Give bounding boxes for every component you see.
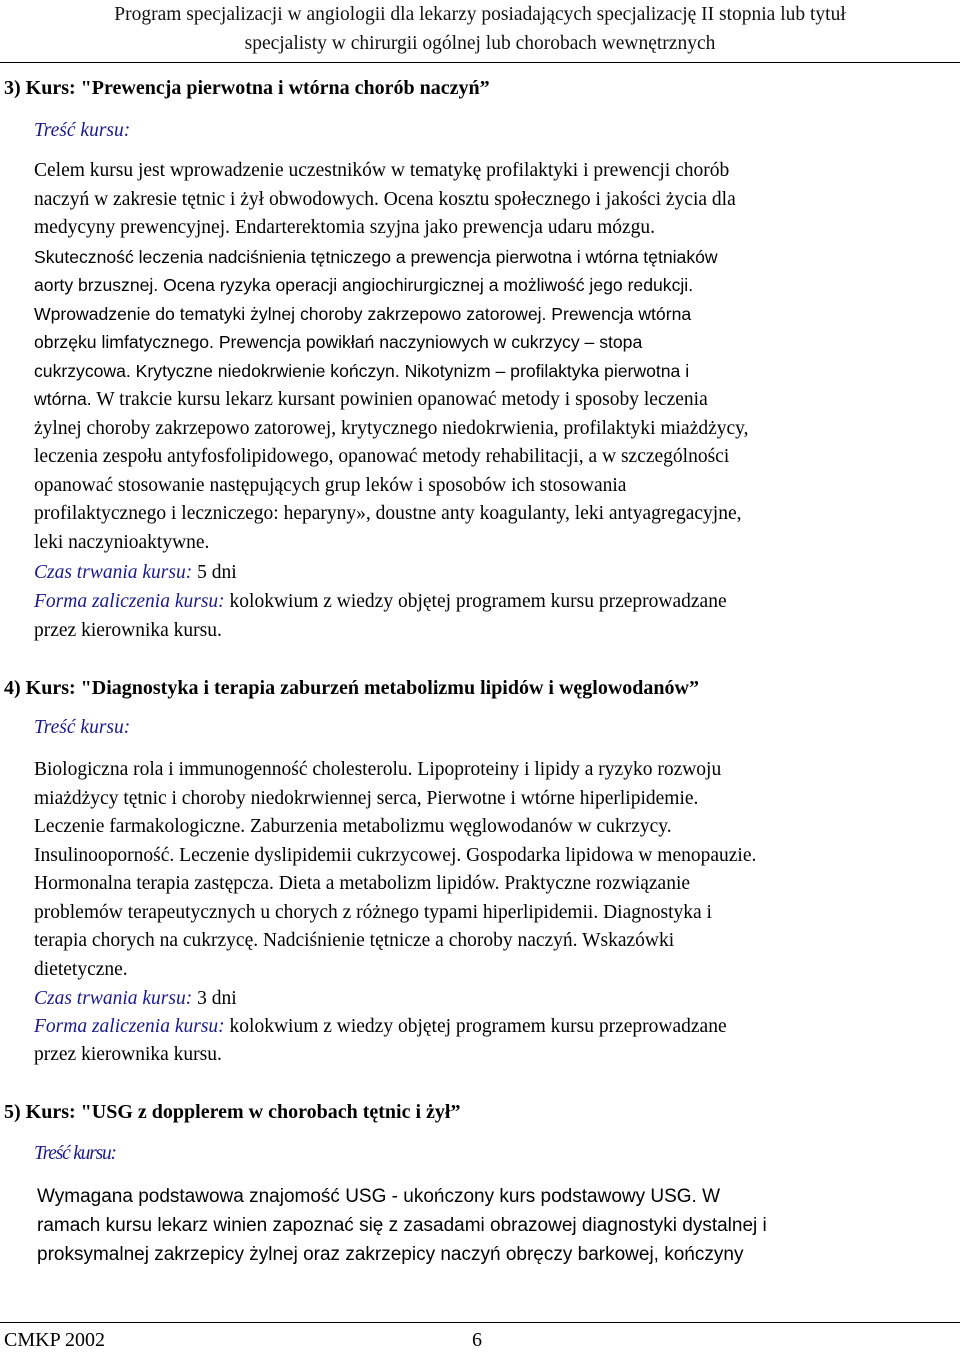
course-4-duration: [34, 985, 237, 1013]
course-3-line: medycyny prewencyjnej. Endarterektomia szyjna jako prewencja udaru mózgu.: [34, 217, 656, 238]
completion-label: Forma zaliczenia kursu:: [34, 1016, 225, 1037]
course-4-line: miażdżycy tętnic i choroby niedokrwiennej serca, Pierwotne i wtórne hiperlipidemie.: [34, 787, 699, 809]
footer-divider: [0, 1322, 960, 1323]
course-5-line: proksymalnej zakrzepicy żylnej oraz zakrzepicy naczyń obręczy barkowej, kończyny: [37, 1244, 744, 1265]
header-line-2: specjalisty w chirurgii ogólnej lub chorobach wewnętrznych: [244, 33, 716, 54]
completion-value: kolokwium z wiedzy objętej programem kursu przeprowadzane: [224, 1016, 727, 1037]
course-5-description: [37, 1182, 937, 1269]
course-3-line: żylnej choroby zakrzepowo zatorowej, krytycznego niedokrwienia, profilaktyki miażdżycy,: [34, 417, 749, 439]
course-4-line: problemów terapeutycznych u chorych z różnego typami hiperlipidemii. Diagnostyka i: [34, 901, 712, 923]
course-5-line: ramach kursu lekarz winien zapoznać się z zasadami obrazowej diagnostyki dystalnej i: [37, 1215, 767, 1236]
course-3-line: aorty brzusznej. Ocena ryzyka operacji angiochirurgicznej a możliwość jego redukcji.: [34, 275, 694, 295]
course-3-line-part: wtórna.: [34, 389, 92, 409]
course-4-line: Leczenie farmakologiczne. Zaburzenia metabolizmu węglowodanów w cukrzycy.: [34, 816, 672, 837]
course-4-description: [34, 756, 934, 984]
course-3-duration: [34, 559, 237, 587]
course-3-line: leki naczynioaktywne.: [34, 531, 210, 553]
course-3-line: obrzęku limfatycznego. Prewencja powikłań naczyniowych w cukrzycy – stopa: [34, 332, 643, 352]
duration-label: Czas trwania kursu:: [34, 988, 193, 1009]
course-3-line: [34, 385, 934, 415]
course-3-completion-cont: przez kierownika kursu.: [34, 620, 222, 641]
duration-label: Czas trwania kursu:: [34, 562, 193, 583]
course-3-line: Skuteczność leczenia nadciśnienia tętniczego a prewencja pierwotna i wtórna tętniaków: [34, 246, 718, 267]
course-3-content-label: Treść kursu:: [34, 120, 131, 141]
completion-label: Forma zaliczenia kursu:: [34, 591, 225, 612]
course-4-line: Hormonalna terapia zastępcza. Dieta a metabolizm lipidów. Praktyczne rozwiązanie: [34, 873, 691, 894]
course-3-line: Wprowadzenie do tematyki żylnej choroby zakrzepowo zatorowej. Prewencja wtórna: [34, 303, 692, 324]
course-4-content-label: Treść kursu:: [34, 717, 131, 738]
course-3-completion: [34, 588, 727, 616]
duration-value: 3 dni: [192, 988, 237, 1009]
header-line-1: Program specjalizacji w angiologii dla lekarzy posiadających specjalizację II stopnia lub tytuł: [114, 4, 846, 25]
footer-publisher: CMKP 2002: [4, 1329, 105, 1351]
course-3-line: leczenia zespołu antyfosfolipidowego, opanować metody rehabilitacji, a w szczególności: [34, 446, 730, 467]
course-4-line: Biologiczna rola i immunogenność cholesterolu. Lipoproteiny i lipidy a ryzyko rozwoju: [34, 759, 722, 780]
course-4-line: Insulinooporność. Leczenie dyslipidemii cukrzycowej. Gospodarka lipidowa w menopauzie.: [34, 844, 757, 866]
course-3-line-part: W trakcie kursu lekarz kursant powinien opanować metody i sposoby leczenia: [91, 389, 708, 410]
course-5-content-label: Treść kursu:: [34, 1143, 116, 1164]
course-3-line: Celem kursu jest wprowadzenie uczestników w tematykę profilaktyki i prewencji chorób: [34, 160, 730, 181]
course-4-title: 4) Kurs: "Diagnostyka i terapia zaburzeń metabolizmu lipidów i węglowodanów”: [4, 677, 699, 699]
course-4-completion-cont: przez kierownika kursu.: [34, 1044, 222, 1065]
course-3-title: 3) Kurs: "Prewencja pierwotna i wtórna chorób naczyń”: [4, 77, 490, 99]
course-4-completion: [34, 1013, 727, 1041]
completion-value: kolokwium z wiedzy objętej programem kursu przeprowadzane: [224, 591, 727, 612]
duration-value: 5 dni: [192, 562, 237, 583]
course-5-line: Wymagana podstawowa znajomość USG - ukończony kurs podstawowy USG. W: [37, 1186, 721, 1207]
course-3-description: [34, 157, 934, 557]
course-3-line: opanować stosowanie następujących grup leków i sposobów ich stosowania: [34, 474, 627, 496]
course-3-line: profilaktycznego i leczniczego: heparyny», doustne anty koagulanty, leki antyagregacyjne,: [34, 503, 742, 524]
course-3-line: cukrzycowa. Krytyczne niedokrwienie kończyn. Nikotynizm – profilaktyka pierwotna i: [34, 360, 690, 381]
page-header: [0, 0, 960, 63]
course-4-line: terapia chorych na cukrzycę. Nadciśnienie tętnicze a choroby naczyń. Wskazówki: [34, 930, 675, 951]
course-5-title: 5) Kurs: "USG z dopplerem w chorobach tętnic i żył”: [4, 1101, 461, 1123]
course-3-line: naczyń w zakresie tętnic i żył obwodowych. Ocena kosztu społecznego i jakości życia dla: [34, 188, 736, 210]
course-4-line: dietetyczne.: [34, 958, 128, 980]
page-number: 6: [472, 1329, 482, 1351]
